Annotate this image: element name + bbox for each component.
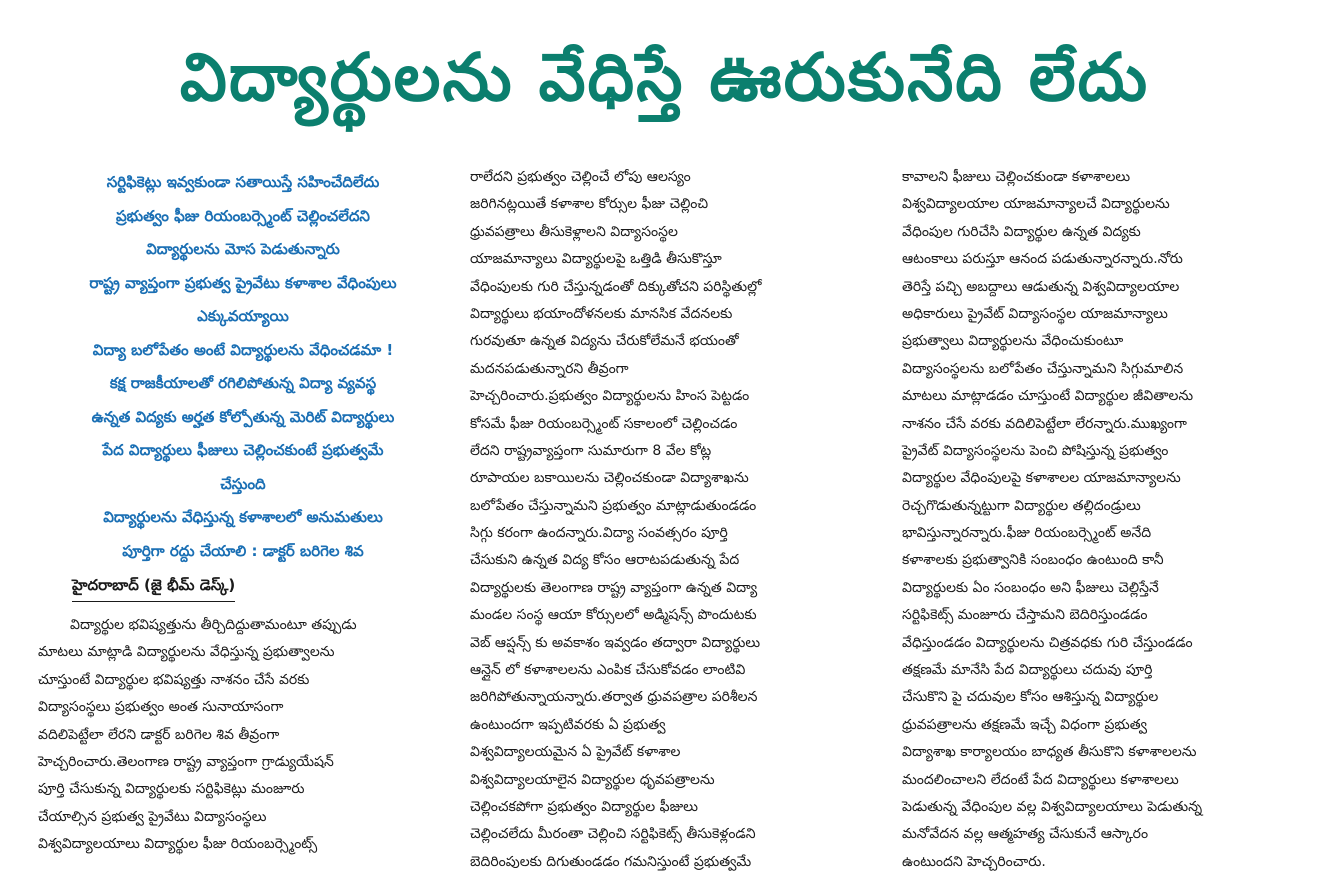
text-line: జరిగినట్లయితే కళాశాల కోర్సుల ఫీజు చెల్లించి <box>470 196 709 213</box>
text-line: మదనపడుతున్నారని తీవ్రంగా <box>470 360 629 377</box>
text-line: వదిలిపెట్టేలా లేరని డాక్టర్ బరిగెల శివ తీవ్రంగా <box>38 726 280 743</box>
subheadline: విద్యా బలోపేతం అంటే విద్యార్థులను వేధించడమా ! <box>92 340 394 359</box>
subheadline: ఉన్నత విద్యకు అర్హత కోల్పోతున్న మెరిట్ విద్యార్థులు <box>91 407 395 426</box>
text-line: బలోపేతం చేస్తున్నామని ప్రభుత్వం మాట్లాడుతుండడం <box>470 497 757 514</box>
text-line: విద్యార్థుల భవిష్యత్తును తీర్చిదిద్దుతామంటూ తప్పుడు <box>70 617 357 633</box>
text-line: విద్యార్థులు భయాందోళనలకు మానసిక వేదనలకు <box>470 305 733 322</box>
text-line: తెరిస్తే పచ్చి అబద్దాలు ఆడుతున్న విశ్వవిద్యాలయాల <box>902 278 1180 295</box>
subheadlines <box>38 166 448 568</box>
text-line: ప్రైవేట్ విద్యాసంస్థలను పెంచి పోషిస్తున్న ప్రభుత్వం <box>902 442 1169 459</box>
subheadline: విద్యార్థులను వేధిస్తున్న కళాశాలలో అనుమతులు <box>103 508 383 526</box>
text-line: చేయాల్సిన ప్రభుత్వ ప్రైవేటు విద్యాసంస్థలు <box>38 808 267 825</box>
text-line: తక్షణమే మానేసి పేద విద్యార్థులు చదువు పూర్తి <box>902 662 1153 679</box>
text-line: మండల సంస్థ ఆయా కోర్సులలో అడ్మిషన్స్ పొందుటకు <box>470 607 757 624</box>
text-line: వెబ్ ఆప్షన్స్ కు అవకాశం ఇవ్వడం తద్వారా విద్యార్థులు <box>470 634 761 651</box>
subheadline: విద్యార్థులను మోస పెడుతున్నారు <box>146 240 340 258</box>
text-line: హెచ్చరించారు.ప్రభుత్వం విద్యార్థులను హింస పెట్టడం <box>470 388 750 405</box>
text-line: చూస్తుంటే విద్యార్థుల భవిష్యత్తు నాశనం చేసే వరకు <box>38 671 310 688</box>
text-line: ఉంటుందగా ఇప్పటివరకు ఏ ప్రభుత్వ <box>470 716 666 733</box>
text-line: చేసుకుని ఉన్నత విద్య కోసం ఆరాటపడుతున్న పేద <box>470 552 740 569</box>
text-line: విశ్వవిద్యాలయాలు విద్యార్థుల ఫీజు రియంబర్స్మెంట్స్ <box>38 836 318 853</box>
text-line: జరిగిపోతున్నాయన్నారు.తర్వాత ధ్రువపత్రాల పరిశీలన <box>470 689 758 706</box>
text-line: ఆన్లైన్ లో కళాశాలలను ఎంపిక చేసుకోవడం లాంటివి <box>470 662 746 679</box>
dateline: హైదరాబాద్ (జై భీమ్ డెస్క్) <box>72 576 235 602</box>
text-line: సర్టిఫికెట్స్ మంజూరు చేస్తామని బెదిరిస్తుండడం <box>902 607 1148 624</box>
text-line: మాటలు మాట్లాడడం చూస్తుంటే విద్యార్థుల జీవితాలను <box>902 388 1194 405</box>
text-line: లేదని రాష్ట్రవ్యాప్తంగా సుమారుగా 8 వేల కోట్ల <box>470 442 712 459</box>
text-line: విద్యార్థులకు ఏం సంబంధం అని ఫీజులు చెల్లిస్తేనే <box>902 579 1159 596</box>
text-line: విద్యార్థులకు తెలంగాణ రాష్ట్ర వ్యాప్తంగా ఉన్నత విద్యా <box>470 579 758 596</box>
text-line: పూర్తి చేసుకున్న విద్యార్థులకు సర్టిఫికెట్లు మంజూరు <box>38 781 305 798</box>
text-line: కావాలని ఫీజులు చెల్లించకుండా కళాశాలలు <box>902 169 1131 185</box>
text-line: ధ్రువపత్రాలు తీసుకెళ్లాలని విద్యాసంస్థల <box>470 223 678 240</box>
text-line: విశ్వవిద్యాలయమైన ఏ ప్రైవేట్ కళాశాల <box>470 744 681 761</box>
text-line: వేధింపులకు గురి చేస్తున్నడంతో దిక్కుతోచని పరిస్థితుల్లో <box>470 278 762 295</box>
text-line: సిగ్గు కరంగా ఉందన్నారు.విద్యా సంవత్సరం పూర్తి <box>470 525 728 542</box>
subheadline: సర్టిఫికెట్లు ఇవ్వకుండా సతాయిస్తే సహించేదిలేదు <box>106 173 380 191</box>
text-line: రెచ్చగొడుతున్నట్టుగా విద్యార్థుల తల్లిదండ్రులు <box>902 497 1141 514</box>
text-line: మాటలు మాట్లాడి విద్యార్థులను వేధిస్తున్న ప్రభుత్వాలను <box>38 644 335 661</box>
text-line: ఆటంకాలు పరుస్తూ ఆనంద పడుతున్నారన్నారు.నోరు <box>902 251 1183 268</box>
text-line: వేధింపుల గురిచేసి విద్యార్థుల ఉన్నత విద్యకు <box>902 223 1141 240</box>
text-line: విశ్వవిద్యాలయాలైన విద్యార్థుల ధృవపత్రాలను <box>470 771 715 788</box>
text-line: భావిస్తున్నారన్నారు.ఫీజు రియంబర్స్మెంట్ అనేది <box>902 525 1152 542</box>
subheadline: ఎక్కువయ్యాయి <box>197 307 289 325</box>
text-line: విద్యాశాఖ కార్యాలయం బాధ్యత తీసుకొని కళాశాలలను <box>902 744 1197 761</box>
subheadline: చేస్తుంది <box>220 474 266 493</box>
text-line: విద్యార్థుల వేధింపులపై కళాశాలల యాజమాన్యాలను <box>902 470 1181 487</box>
text-line: ఉంటుందని హెచ్చరించారు. <box>902 853 1046 870</box>
text-line: మనోవేదన వల్ల ఆత్మహత్య చేసుకునే ఆస్కారం <box>902 826 1149 843</box>
subheadline: ప్రభుత్వం ఫీజు రియంబర్స్మెంట్ చెల్లించలేదని <box>116 206 370 225</box>
subheadline: పేద విద్యార్థులు ఫీజులు చెల్లించకుంటే ప్రభుత్వమే <box>102 441 384 459</box>
text-line: కళాశాలకు ప్రభుత్వానికి సంబంధం ఉంటుంది కానీ <box>902 552 1164 569</box>
text-line: రూపాయల బకాయిలను చెల్లించకుండా విద్యాశాఖను <box>470 470 749 487</box>
text-line: హెచ్చరించారు.తెలంగాణ రాష్ట్ర వ్యాప్తంగా గ్రాడ్యుయేషన్ <box>38 753 334 770</box>
subheadline: రాష్ట్ర వ్యాప్తంగా ప్రభుత్వ ప్రైవేటు కళాశాల వేధింపులు <box>89 273 397 292</box>
text-line: చెల్లించలేదు మీరంతా చెల్లించి సర్టిఫికెట్స్ తీసుకెళ్లండని <box>470 826 756 843</box>
text-line: ధ్రువపత్రాలను తక్షణమే ఇచ్చే విధంగా ప్రభుత్వ <box>902 716 1147 733</box>
headline: విద్యార్థులను వేధిస్తే ఊరుకునేది లేదు <box>179 39 1150 116</box>
text-line: చేసుకొని పై చదువుల కోసం ఆశిస్తున్న విద్యార్థుల <box>902 689 1159 706</box>
text-line: విద్యాసంస్థలు ప్రభుత్వం అంత సునాయాసంగా <box>38 699 284 716</box>
text-line: కోసమే ఫీజు రియంబర్స్మెంట్ సకాలంలో చెల్లించడం <box>470 415 738 432</box>
text-line: నాశనం చేసే వరకు వదిలిపెట్టేలా లేరన్నారు.ముఖ్యంగా <box>902 415 1187 432</box>
text-line: యాజమాన్యాలు విద్యార్థులపై ఒత్తిడి తీసుకొస్తూ <box>470 251 722 268</box>
text-line: బెదిరింపులకు దిగుతుండడం గమనిస్తుంటే ప్రభుత్వమే <box>470 853 752 870</box>
article-column-3 <box>902 164 1322 876</box>
text-line: రాలేదని ప్రభుత్వం చెల్లించే లోపు ఆలస్యం <box>470 169 691 185</box>
text-line: మందలించాలని లేదంటే పేద విద్యార్థులు కళాశాలలు <box>902 771 1179 788</box>
text-line: విద్యాసంస్థలను బలోపేతం చేస్తున్నామని సిగ్గుమాలిన <box>902 360 1184 377</box>
text-line: విశ్వవిద్యాలయాల యాజమాన్యాలచే విద్యార్థులను <box>902 196 1170 213</box>
text-line: గురవుతూ ఉన్నత విద్యను చేరుకోలేమనే భయంతో <box>470 333 739 350</box>
text-line: చెల్లించకపోగా ప్రభుత్వం విద్యార్థుల ఫీజులు <box>470 798 698 815</box>
text-line: ప్రభుత్వాలు విద్యార్థులను వేధించుకుంటూ <box>902 333 1124 350</box>
text-line: పెడుతున్న వేధింపుల వల్ల విశ్వవిద్యాలయాలు పెడుతున్న <box>902 798 1203 815</box>
article-column-2 <box>470 164 890 876</box>
subheadline: కక్ష రాజకీయాలతో రగిలిపోతున్న విద్యా వ్యవస్థ <box>109 374 377 392</box>
subheadline: పూర్తిగా రద్దు చేయాలి : డాక్టర్ బరిగెల శివ <box>122 541 364 560</box>
article-column-1 <box>38 612 458 859</box>
text-line: వేధిస్తుండడం విద్యార్థులను చిత్రవధకు గురి చేస్తుండడం <box>902 634 1193 651</box>
text-line: అధికారులు ప్రైవేట్ విద్యాసంస్థల యాజమాన్యాలు <box>902 305 1168 322</box>
